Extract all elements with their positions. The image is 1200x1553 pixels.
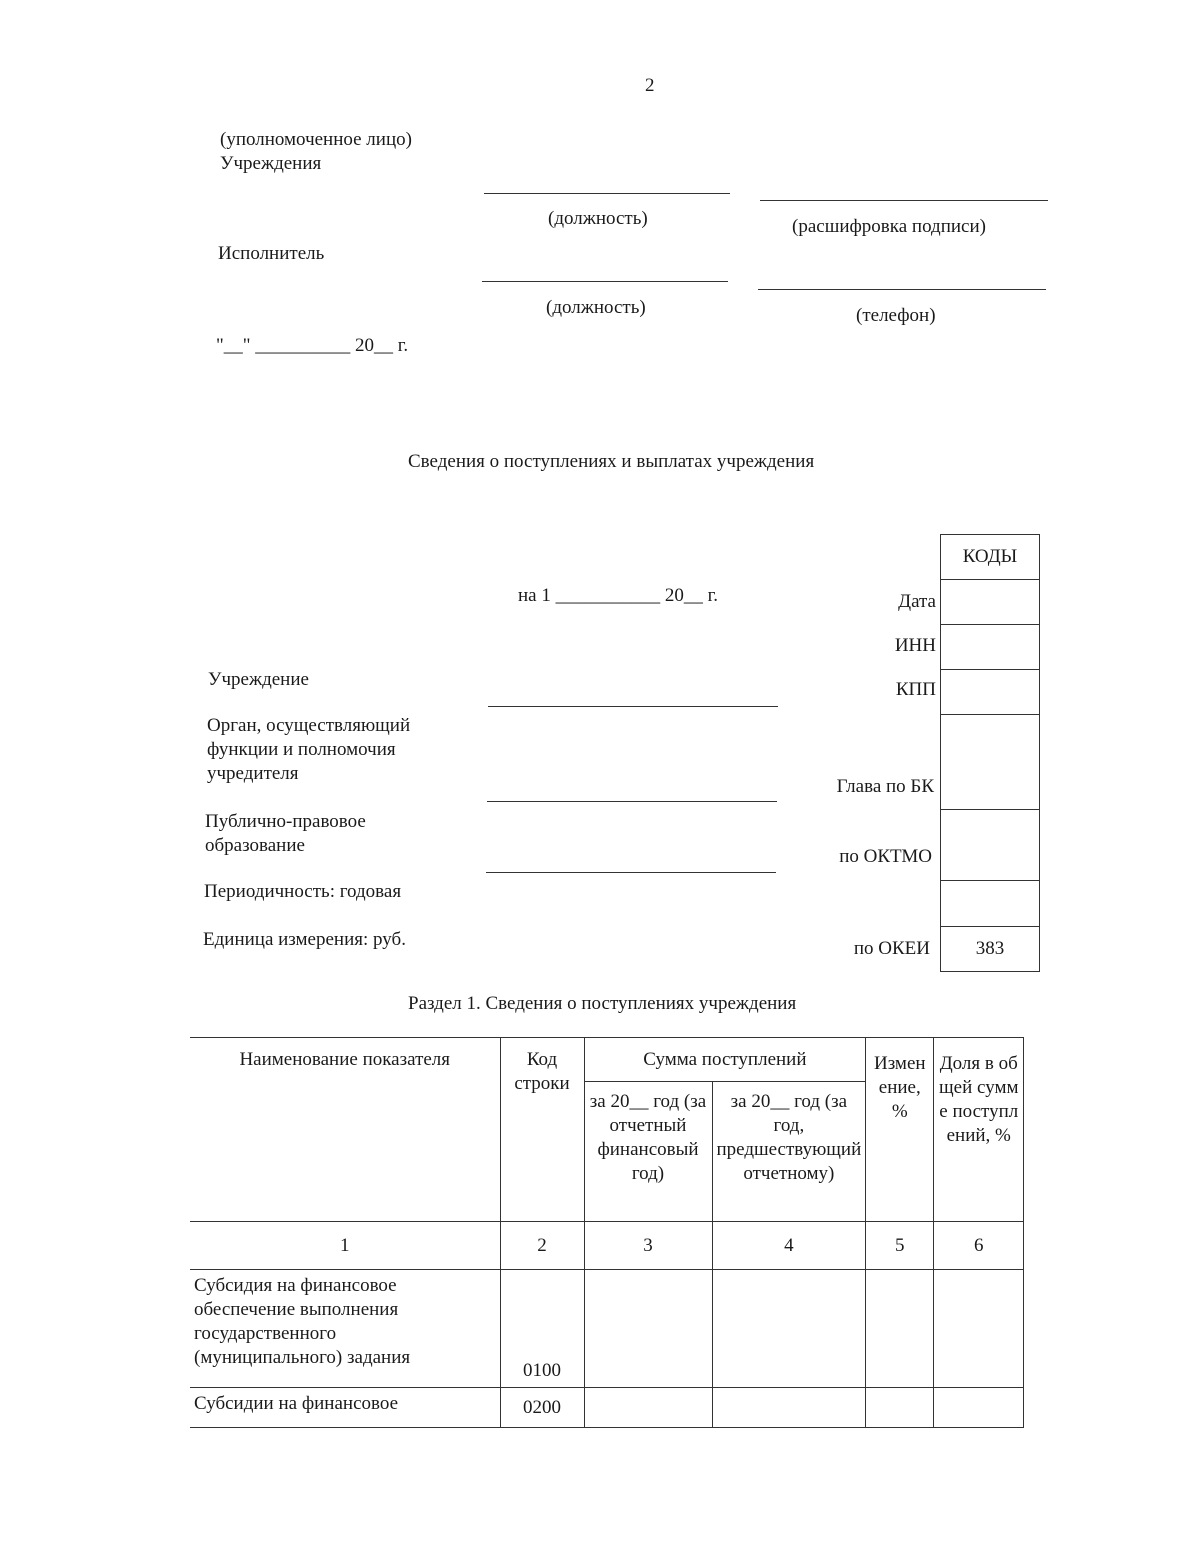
code-cell-inn: [941, 625, 1039, 670]
founder-label-1: Орган, осуществляющий: [207, 715, 411, 736]
row-cell-0200-3: [584, 1388, 712, 1428]
document-title: Сведения о поступлениях и выплатах учреждения: [408, 451, 815, 472]
col-number-5: 5: [866, 1222, 934, 1270]
row-name-0100: Субсидия на финансовое обеспечение выполнения государственного (муниципального) задания: [190, 1270, 500, 1388]
measurement-unit: Единица измерения: руб.: [203, 929, 406, 950]
receipts-table: [190, 1037, 1024, 1428]
row-cell-0200-5: [866, 1388, 934, 1428]
public-entity-label-2: образование: [205, 835, 305, 856]
codes-box: [940, 534, 1040, 972]
executor-position-caption: (должность): [546, 297, 646, 318]
as-of-date: на 1 ___________ 20__ г.: [518, 585, 719, 606]
row-name-0200: Субсидии на финансовое: [190, 1388, 500, 1428]
code-label-date: Дата: [898, 591, 936, 612]
col-number-6: 6: [934, 1222, 1024, 1270]
institution-label: Учреждения: [220, 153, 322, 174]
executor-label: Исполнитель: [218, 243, 325, 264]
decoding-signature-line: [760, 200, 1048, 201]
decoding-caption: (расшифровка подписи): [792, 216, 986, 237]
col-header-name: Наименование показателя: [190, 1038, 500, 1222]
code-label-okei: по ОКЕИ: [853, 938, 930, 959]
code-label-kpp: КПП: [895, 679, 936, 700]
code-cell-date: [941, 580, 1039, 625]
col-header-sum-current: за 20__ год (за отчетный финансовый год): [584, 1082, 712, 1222]
col-header-change: Изменение, %: [866, 1038, 934, 1222]
code-cell-okei: 383: [975, 938, 1005, 959]
row-cell-0100-4: [712, 1270, 866, 1388]
col-header-code: Код строки: [500, 1038, 584, 1222]
col-number-2: 2: [500, 1222, 584, 1270]
code-cell-kpp: [941, 670, 1039, 715]
executor-phone-line: [758, 289, 1046, 290]
position-signature-line: [484, 193, 730, 194]
code-cell-oktmo: [941, 810, 1039, 881]
date-line: "__" __________ 20__ г.: [216, 335, 409, 356]
row-cell-0100-5: [866, 1270, 934, 1388]
row-code-0100: 0100: [500, 1270, 584, 1388]
public-entity-label-1: Публично-правовое: [205, 811, 366, 832]
code-label-oktmo: по ОКТМО: [839, 846, 932, 867]
founder-label-2: функции и полномочия: [207, 739, 396, 760]
col-header-sum: Сумма поступлений: [584, 1038, 866, 1082]
code-cell-bk: [941, 715, 1039, 810]
periodicity: Периодичность: годовая: [204, 881, 402, 902]
position-caption: (должность): [548, 208, 648, 229]
col-number-3: 3: [584, 1222, 712, 1270]
table-row: [190, 1388, 1024, 1428]
founder-field-line: [487, 801, 777, 802]
code-cell-empty: [941, 881, 1039, 927]
code-label-inn: ИНН: [894, 635, 936, 656]
founder-label-3: учредителя: [207, 763, 299, 784]
page-number: 2: [645, 75, 655, 96]
section-1-title: Раздел 1. Сведения о поступлениях учреждения: [408, 993, 797, 1014]
authorized-person-label: (уполномоченное лицо): [220, 129, 412, 150]
col-header-sum-previous: за 20__ год (за год, предшествующий отчетному): [712, 1082, 866, 1222]
code-label-bk: Глава по БК: [836, 776, 934, 797]
public-entity-field-line: [486, 872, 776, 873]
table-row: [190, 1270, 1024, 1388]
row-cell-0100-3: [584, 1270, 712, 1388]
col-header-share: Доля в общей сумме поступлений, %: [934, 1038, 1024, 1222]
phone-caption: (телефон): [856, 305, 936, 326]
institution-field-line: [488, 706, 778, 707]
codes-header: КОДЫ: [941, 535, 1039, 580]
row-cell-0100-6: [934, 1270, 1024, 1388]
row-cell-0200-4: [712, 1388, 866, 1428]
col-number-1: 1: [190, 1222, 500, 1270]
institution-field-label: Учреждение: [208, 669, 309, 690]
col-number-4: 4: [712, 1222, 866, 1270]
executor-position-line: [482, 281, 728, 282]
row-code-0200: 0200: [500, 1388, 584, 1428]
row-cell-0200-6: [934, 1388, 1024, 1428]
